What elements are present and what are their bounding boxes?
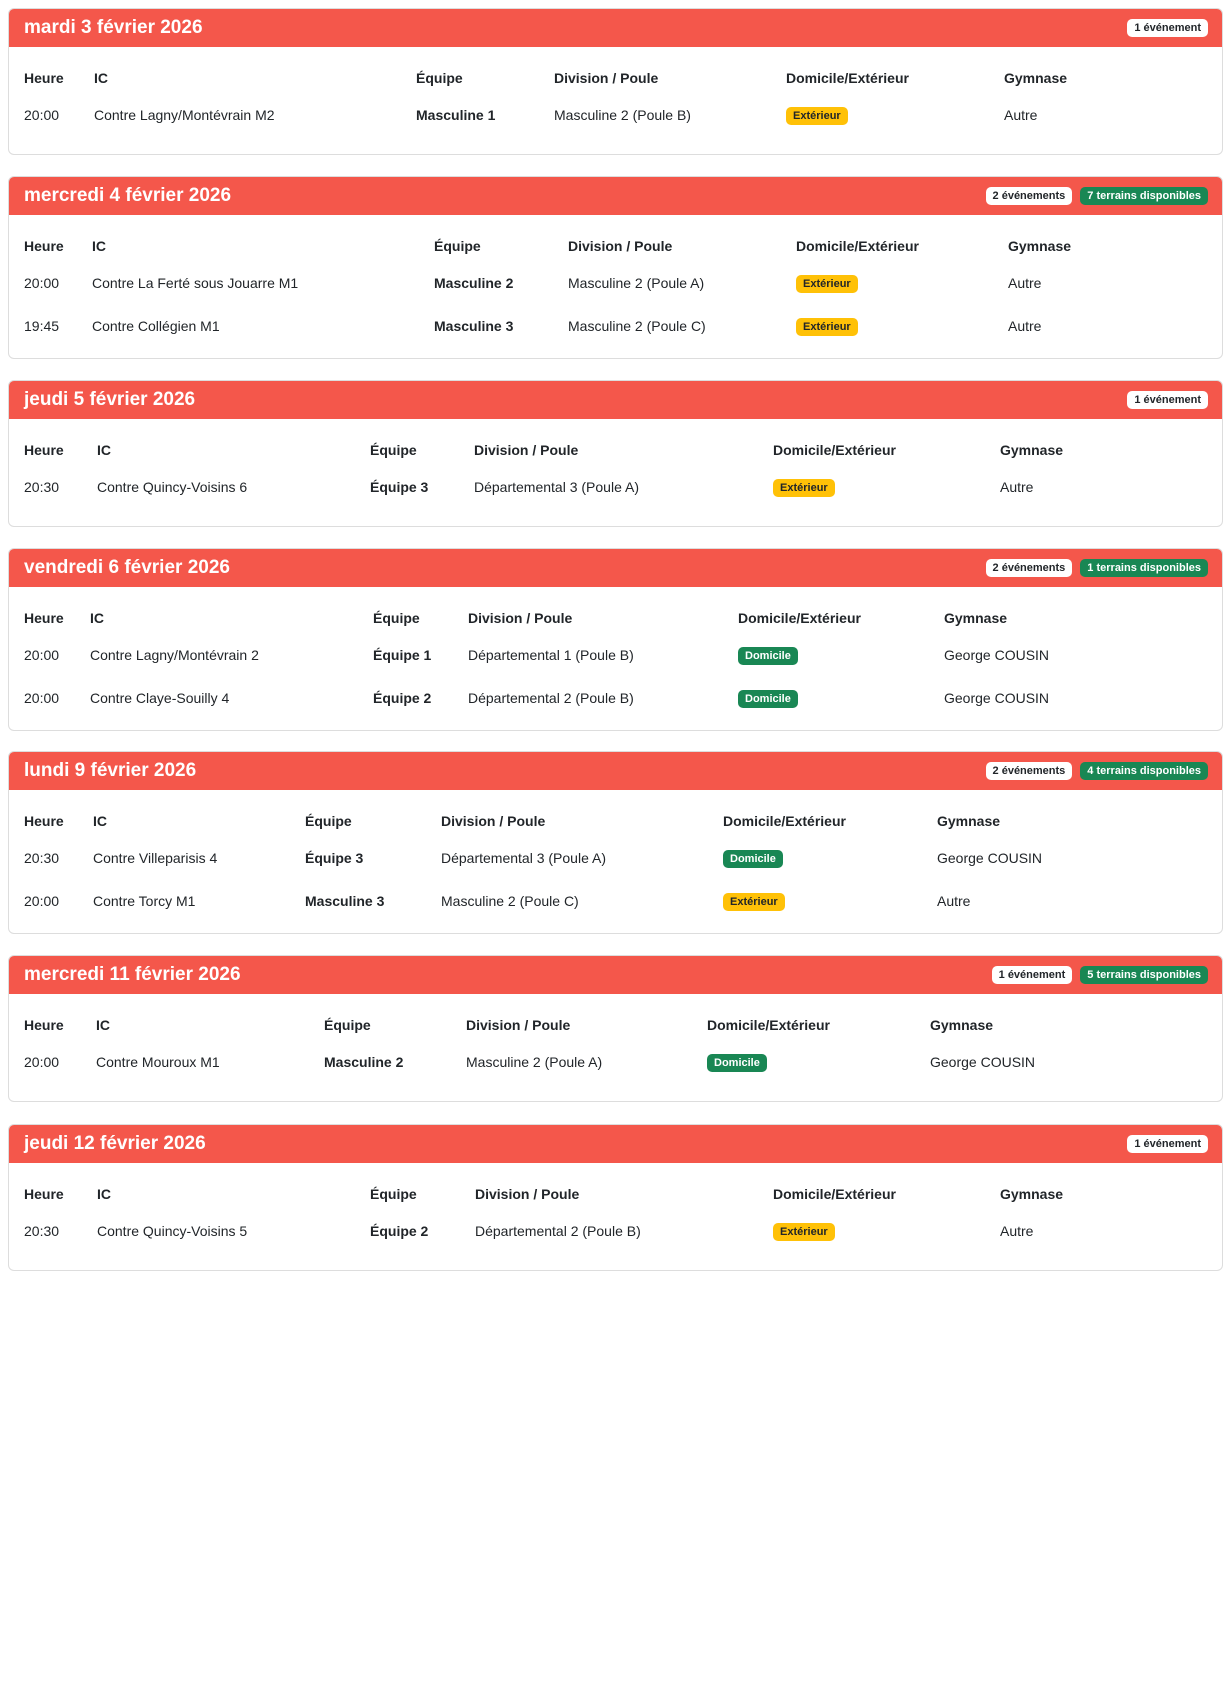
event-count-badge: 2 événements: [986, 187, 1073, 205]
away-badge: Extérieur: [723, 893, 785, 911]
cell-heure: 20:00: [24, 690, 60, 706]
cell-gymnase: Autre: [1008, 275, 1042, 291]
table-body: [24, 259, 1128, 345]
away-badge: Extérieur: [796, 318, 858, 336]
column-header-lieu: Domicile/Extérieur: [707, 1017, 830, 1033]
cell-ic: Contre Quincy-Voisins 5: [97, 1223, 248, 1239]
column-header-division: Division / Poule: [568, 238, 673, 254]
available-courts-badge: 4 terrains disponibles: [1080, 762, 1208, 780]
column-header-heure: Heure: [24, 70, 64, 86]
cell-equipe: Équipe 2: [373, 690, 432, 706]
event-count-badge: 1 événement: [1127, 391, 1208, 409]
cell-heure: 20:30: [24, 850, 60, 866]
home-badge: Domicile: [738, 690, 798, 708]
table-body: [24, 91, 1124, 139]
cell-division: Masculine 2 (Poule C): [568, 318, 706, 334]
column-header-lieu: Domicile/Extérieur: [723, 813, 846, 829]
cell-gymnase: Autre: [1000, 479, 1034, 495]
event-count-badge: 1 événement: [1127, 19, 1208, 37]
day-title: vendredi 6 février 2026: [24, 557, 230, 578]
header-row: [24, 65, 1124, 91]
cell-ic: Contre Claye-Souilly 4: [90, 690, 230, 706]
away-badge: Extérieur: [796, 275, 858, 293]
available-courts-badge: 1 terrains disponibles: [1080, 559, 1208, 577]
table-body: [24, 463, 1120, 511]
cell-lieu: [707, 1038, 930, 1086]
table-head: [24, 65, 1124, 91]
cell-equipe: Équipe 1: [373, 647, 432, 663]
day-card: [8, 548, 1223, 731]
away-badge: Extérieur: [773, 479, 835, 497]
event-count-badge: 2 événements: [986, 762, 1073, 780]
cell-lieu: [773, 463, 1000, 511]
events-table: [24, 233, 1128, 345]
cell-lieu: [738, 631, 944, 679]
column-header-heure: Heure: [24, 610, 64, 626]
column-header-gymnase: Gymnase: [944, 610, 1008, 626]
column-header-division: Division / Poule: [468, 610, 573, 626]
cell-division: Masculine 2 (Poule C): [441, 893, 579, 909]
cell-heure: 20:00: [24, 107, 60, 123]
events-table: [24, 1181, 1120, 1255]
cell-gymnase: George COUSIN: [930, 1054, 1036, 1070]
cell-heure: 20:00: [24, 893, 60, 909]
table-row[interactable]: [24, 1207, 1120, 1255]
day-title: lundi 9 février 2026: [24, 760, 197, 781]
event-count-badge: 1 événement: [992, 966, 1073, 984]
column-header-gymnase: Gymnase: [1004, 70, 1068, 86]
cell-ic: Contre Lagny/Montévrain M2: [94, 107, 275, 123]
cell-equipe: Équipe 3: [305, 850, 364, 866]
day-title: mercredi 4 février 2026: [24, 185, 232, 206]
column-header-equipe: Équipe: [305, 813, 352, 829]
event-count-badge: 1 événement: [1127, 1135, 1208, 1153]
header-row: [24, 233, 1128, 259]
cell-equipe: Masculine 3: [305, 893, 385, 909]
away-badge: Extérieur: [773, 1223, 835, 1241]
cell-lieu: [723, 882, 937, 920]
cell-gymnase: Autre: [937, 893, 971, 909]
table-head: [24, 605, 1064, 631]
column-header-heure: Heure: [24, 442, 64, 458]
cell-ic: Contre La Ferté sous Jouarre M1: [92, 275, 299, 291]
day-card: [8, 380, 1223, 527]
cell-equipe: Masculine 2: [324, 1054, 404, 1070]
cell-gymnase: George COUSIN: [944, 690, 1050, 706]
cell-heure: 19:45: [24, 318, 60, 334]
day-card: [8, 176, 1223, 359]
table-body: [24, 1038, 1050, 1086]
header-row: [24, 1012, 1050, 1038]
column-header-equipe: Équipe: [370, 442, 417, 458]
cell-equipe: Équipe 2: [370, 1223, 429, 1239]
column-header-division: Division / Poule: [554, 70, 659, 86]
table-row[interactable]: [24, 631, 1064, 679]
cell-equipe: Masculine 3: [434, 318, 514, 334]
column-header-ic: IC: [97, 1186, 111, 1202]
cell-gymnase: Autre: [1004, 107, 1038, 123]
cell-division: Masculine 2 (Poule A): [466, 1054, 603, 1070]
header-row: [24, 1181, 1120, 1207]
cell-division: Départemental 3 (Poule A): [441, 850, 606, 866]
table-row[interactable]: [24, 679, 1064, 717]
cell-gymnase: George COUSIN: [944, 647, 1050, 663]
home-badge: Domicile: [707, 1054, 767, 1072]
cell-division: Masculine 2 (Poule B): [554, 107, 691, 123]
cell-ic: Contre Torcy M1: [93, 893, 196, 909]
column-header-ic: IC: [90, 610, 104, 626]
column-header-division: Division / Poule: [474, 442, 579, 458]
column-header-lieu: Domicile/Extérieur: [786, 70, 909, 86]
table-body: [24, 834, 1057, 920]
cell-division: Départemental 3 (Poule A): [474, 479, 639, 495]
event-count-badge: 2 événements: [986, 559, 1073, 577]
cell-lieu: [773, 1207, 1000, 1255]
table-body: [24, 1207, 1120, 1255]
header-row: [24, 808, 1057, 834]
table-head: [24, 808, 1057, 834]
column-header-gymnase: Gymnase: [1000, 442, 1064, 458]
day-badges: [986, 762, 1208, 780]
cell-lieu: [796, 307, 1008, 345]
day-title: mercredi 11 février 2026: [24, 964, 241, 985]
table-row[interactable]: [24, 259, 1128, 307]
column-header-heure: Heure: [24, 238, 64, 254]
column-header-division: Division / Poule: [441, 813, 546, 829]
day-badges: [986, 187, 1208, 205]
column-header-ic: IC: [96, 1017, 110, 1033]
day-title: jeudi 5 février 2026: [24, 389, 196, 410]
column-header-gymnase: Gymnase: [1008, 238, 1072, 254]
column-header-equipe: Équipe: [416, 70, 463, 86]
column-header-heure: Heure: [24, 1017, 64, 1033]
cell-lieu: [796, 259, 1008, 307]
cell-ic: Contre Villeparisis 4: [93, 850, 218, 866]
column-header-lieu: Domicile/Extérieur: [796, 238, 919, 254]
events-table: [24, 1012, 1050, 1086]
available-courts-badge: 7 terrains disponibles: [1080, 187, 1208, 205]
cell-ic: Contre Lagny/Montévrain 2: [90, 647, 259, 663]
events-table: [24, 605, 1064, 717]
cell-division: Départemental 1 (Poule B): [468, 647, 634, 663]
cell-ic: Contre Collégien M1: [92, 318, 220, 334]
day-card: [8, 751, 1223, 934]
table-row[interactable]: [24, 834, 1057, 882]
cell-heure: 20:00: [24, 647, 60, 663]
cell-heure: 20:30: [24, 479, 60, 495]
cell-heure: 20:00: [24, 275, 60, 291]
table-head: [24, 1012, 1050, 1038]
home-badge: Domicile: [723, 850, 783, 868]
cell-division: Départemental 2 (Poule B): [475, 1223, 641, 1239]
column-header-gymnase: Gymnase: [1000, 1186, 1064, 1202]
day-header: [9, 381, 1222, 419]
column-header-equipe: Équipe: [434, 238, 481, 254]
table-row[interactable]: [24, 1038, 1050, 1086]
column-header-ic: IC: [93, 813, 107, 829]
day-title: mardi 3 février 2026: [24, 17, 203, 38]
table-head: [24, 1181, 1120, 1207]
day-header: [9, 9, 1222, 47]
header-row: [24, 437, 1120, 463]
column-header-division: Division / Poule: [466, 1017, 571, 1033]
day-card: [8, 955, 1223, 1102]
away-badge: Extérieur: [786, 107, 848, 125]
column-header-equipe: Équipe: [324, 1017, 371, 1033]
cell-equipe: Masculine 1: [416, 107, 496, 123]
column-header-ic: IC: [97, 442, 111, 458]
cell-lieu: [786, 91, 1004, 139]
events-table: [24, 808, 1057, 920]
day-title: jeudi 12 février 2026: [24, 1133, 206, 1154]
column-header-equipe: Équipe: [370, 1186, 417, 1202]
column-header-lieu: Domicile/Extérieur: [773, 1186, 896, 1202]
cell-lieu: [738, 679, 944, 717]
day-header: [9, 549, 1222, 587]
cell-equipe: Masculine 2: [434, 275, 514, 291]
column-header-lieu: Domicile/Extérieur: [773, 442, 896, 458]
cell-heure: 20:30: [24, 1223, 60, 1239]
column-header-lieu: Domicile/Extérieur: [738, 610, 861, 626]
column-header-equipe: Équipe: [373, 610, 420, 626]
column-header-heure: Heure: [24, 813, 64, 829]
column-header-gymnase: Gymnase: [930, 1017, 994, 1033]
cell-division: Départemental 2 (Poule B): [468, 690, 634, 706]
table-row[interactable]: [24, 882, 1057, 920]
day-badges: [1127, 391, 1208, 409]
cell-division: Masculine 2 (Poule A): [568, 275, 705, 291]
cell-gymnase: Autre: [1008, 318, 1042, 334]
table-body: [24, 631, 1064, 717]
column-header-ic: IC: [94, 70, 108, 86]
available-courts-badge: 5 terrains disponibles: [1080, 966, 1208, 984]
cell-lieu: [723, 834, 937, 882]
cell-gymnase: George COUSIN: [937, 850, 1043, 866]
day-card: [8, 1124, 1223, 1271]
home-badge: Domicile: [738, 647, 798, 665]
events-table: [24, 65, 1124, 139]
table-head: [24, 233, 1128, 259]
cell-heure: 20:00: [24, 1054, 60, 1070]
day-badges: [1127, 1135, 1208, 1153]
table-row[interactable]: [24, 307, 1128, 345]
day-badges: [1127, 19, 1208, 37]
table-row[interactable]: [24, 463, 1120, 511]
day-header: [9, 1125, 1222, 1163]
events-table: [24, 437, 1120, 511]
column-header-ic: IC: [92, 238, 106, 254]
header-row: [24, 605, 1064, 631]
day-card: [8, 8, 1223, 155]
column-header-division: Division / Poule: [475, 1186, 580, 1202]
cell-equipe: Équipe 3: [370, 479, 429, 495]
day-header: [9, 752, 1222, 790]
cell-gymnase: Autre: [1000, 1223, 1034, 1239]
cell-ic: Contre Quincy-Voisins 6: [97, 479, 248, 495]
day-badges: [986, 559, 1208, 577]
table-head: [24, 437, 1120, 463]
day-header: [9, 177, 1222, 215]
day-badges: [992, 966, 1208, 984]
column-header-heure: Heure: [24, 1186, 64, 1202]
table-row[interactable]: [24, 91, 1124, 139]
cell-ic: Contre Mouroux M1: [96, 1054, 220, 1070]
column-header-gymnase: Gymnase: [937, 813, 1001, 829]
day-header: [9, 956, 1222, 994]
